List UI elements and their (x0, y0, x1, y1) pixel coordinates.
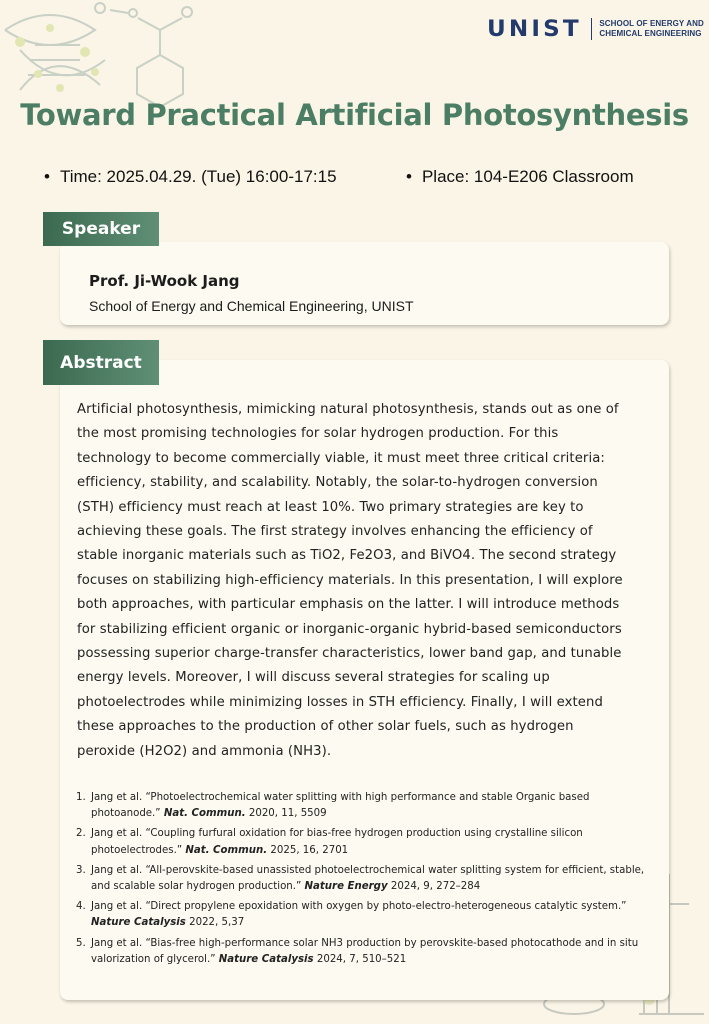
reference-text: Jang et al. “Bias-free high-performance solar NH3 production by perovskite-based photocathode and in situ valorization of glycerol.” (91, 937, 639, 965)
reference-number: 1. (76, 792, 86, 803)
reference-journal: Nature Energy (304, 881, 388, 893)
bullet-icon: • (44, 167, 50, 186)
abstract-line: peroxide (H2O2) and ammonia (NH3). (77, 743, 332, 759)
reference-journal: Nature Catalysis (91, 917, 186, 929)
reference-cite: 2020, 11, 5509 (248, 808, 327, 820)
abstract-line: for stabilizing efficient organic or inorganic-organic hybrid-based semiconductors (77, 621, 622, 637)
abstract-line: both approaches, with particular emphasis on the latter. I will introduce methods (77, 597, 620, 613)
unist-logo (487, 16, 704, 42)
speaker-name: Prof. Ji-Wook Jang (89, 272, 240, 290)
reference-number: 2. (76, 828, 86, 840)
time-info (44, 167, 337, 187)
reference-cite: 2024, 9, 272–284 (390, 881, 481, 893)
abstract-line: Artificial photosynthesis, mimicking natural photosynthesis, stands out as one of (77, 402, 619, 417)
abstract-line: the most promising technologies for solar hydrogen production. For this (77, 426, 559, 442)
reference-text: Jang et al. “Photoelectrochemical water splitting with high performance and stable Organic based photoanode.” (91, 792, 590, 820)
reference-number: 4. (76, 901, 86, 913)
abstract-line: efficiency, stability, and scalability. Notably, the solar-to-hydrogen conversion (77, 475, 598, 491)
bullet-icon: • (406, 167, 412, 186)
abstract-line: stable inorganic materials such as TiO2, Fe2O3, and BiVO4. The second strategy (77, 548, 617, 564)
logo-mark: UNIST (487, 16, 582, 42)
time-text: Time: 2025.04.29. (Tue) 16:00-17:15 (59, 167, 337, 186)
reference-text: Jang et al. “All-perovskite-based unassisted photoelectrochemical water splitting system for efficient, stable, and scalable solar hydrogen production.” (91, 864, 645, 893)
page-title: Toward Practical Artificial Photosynthesis (20, 98, 689, 132)
reference-item (76, 899, 661, 931)
abstract-tab: Abstract (43, 340, 159, 385)
reference-cite: 2024, 7, 510–521 (316, 953, 407, 965)
reference-cite: 2022, 5,37 (189, 917, 245, 929)
reference-item (76, 936, 661, 968)
reference-item (76, 863, 661, 895)
reference-item (76, 826, 661, 858)
place-info (406, 167, 634, 187)
department-line-1: SCHOOL OF ENERGY AND (599, 19, 704, 28)
abstract-line: (STH) efficiency must reach at least 10%. Two primary strategies are key to (77, 499, 584, 515)
reference-text: Jang et al. “Direct propylene epoxidation with oxygen by photo-electro-heterogeneous catalytic system.” (91, 901, 627, 913)
reference-journal: Nat. Commun. (163, 808, 246, 820)
abstract-line: energy levels. Moreover, I will discuss several strategies for scaling up (77, 670, 550, 686)
abstract-line: achieving these goals. The first strategy involves enhancing the efficiency of (77, 524, 593, 540)
reference-number: 5. (76, 937, 86, 949)
abstract-line: photoelectrodes while minimizing losses in STH efficiency. Finally, I will extend (77, 694, 603, 710)
reference-journal: Nat. Commun. (185, 844, 268, 856)
speaker-affiliation: School of Energy and Chemical Engineering, UNIST (89, 298, 414, 314)
reference-number: 3. (76, 864, 86, 876)
reference-journal: Nature Catalysis (218, 953, 314, 965)
logo-divider (591, 18, 592, 40)
abstract-line: technology to become commercially viable, it must meet three critical criteria: (77, 450, 605, 466)
department-name (599, 19, 704, 39)
place-text: Place: 104-E206 Classroom (421, 167, 634, 186)
abstract-line: focuses on stabilizing high-efficiency materials. In this presentation, I will explore (77, 572, 623, 588)
speaker-tab: Speaker (43, 212, 159, 246)
abstract-text (77, 398, 657, 764)
reference-list (76, 790, 661, 972)
abstract-line: these approaches to the production of other solar fuels, such as hydrogen (77, 719, 574, 735)
department-line-2: CHEMICAL ENGINEERING (599, 29, 702, 38)
reference-cite: 2025, 16, 2701 (270, 844, 349, 856)
reference-item (76, 790, 661, 822)
abstract-line: possessing superior charge-transfer characteristics, lower band gap, and tunable (77, 646, 622, 662)
reference-text: Jang et al. “Coupling furfural oxidation for bias-free hydrogen production using crystalline silicon photoelectrodes.” (91, 828, 583, 856)
